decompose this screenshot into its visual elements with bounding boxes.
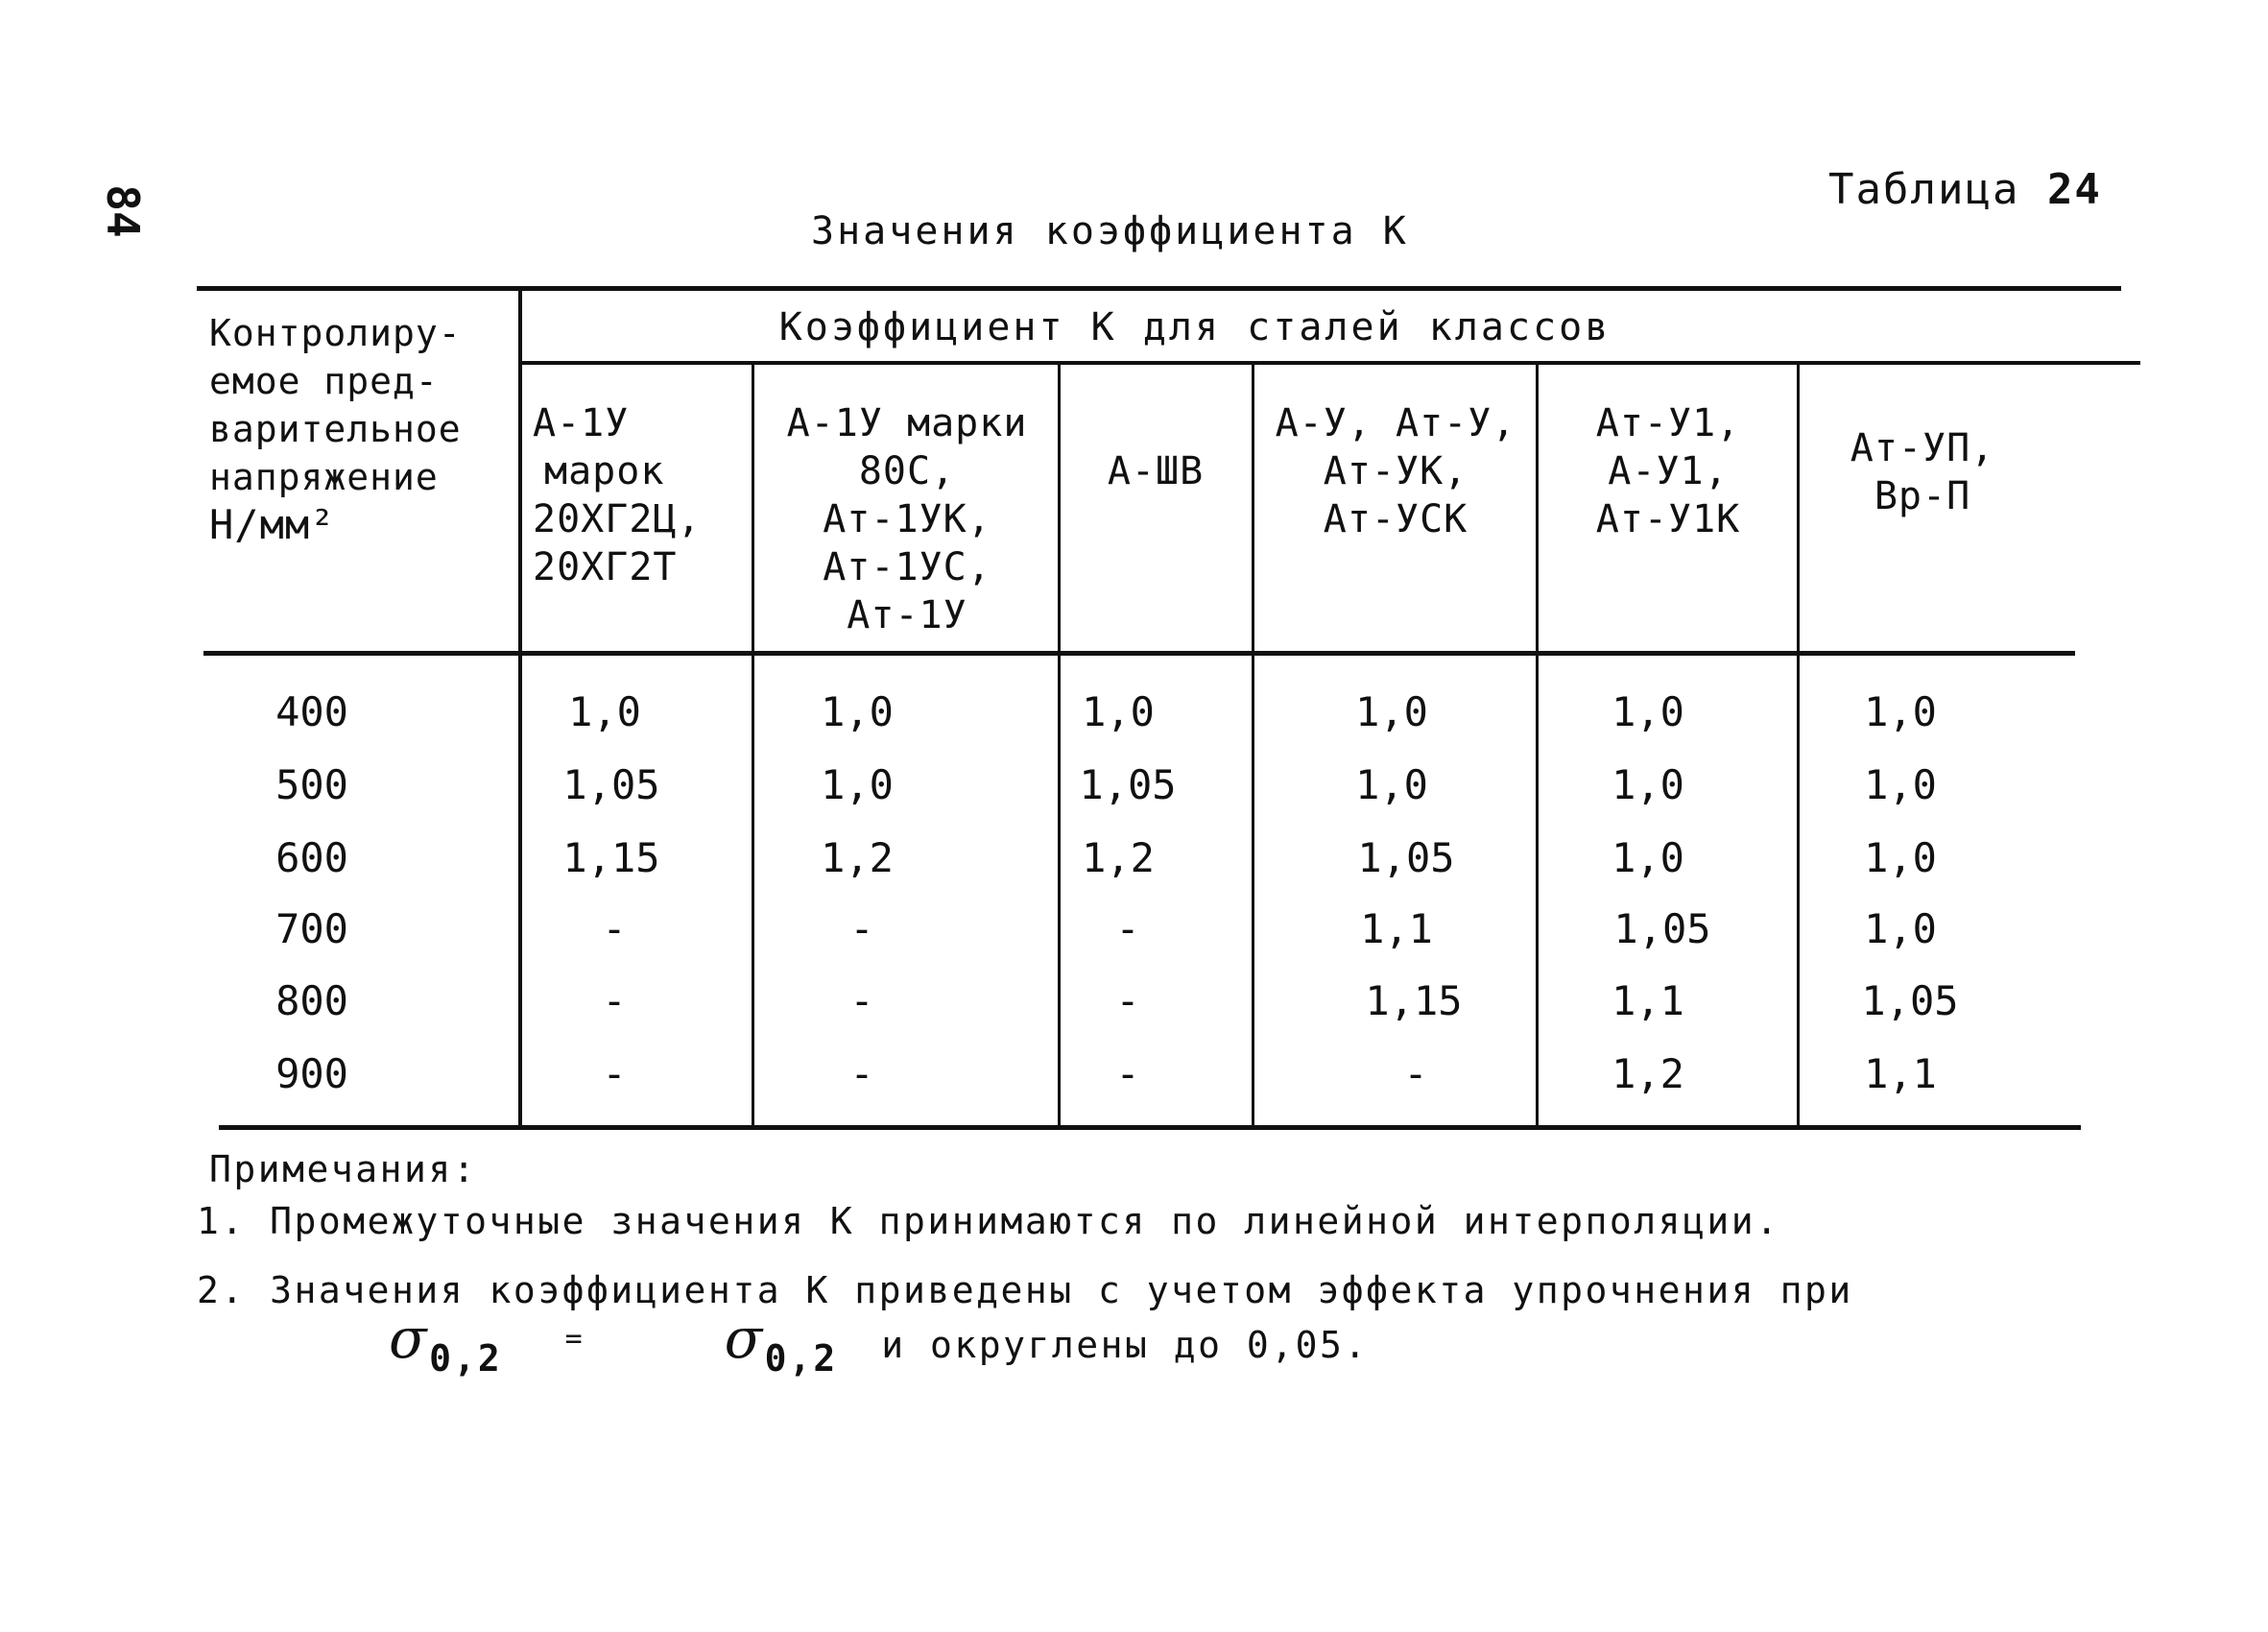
value-cell: 1,05 — [1613, 905, 1711, 952]
column-divider — [1252, 363, 1254, 1128]
note-1: 1. Промежуточные значения К принимаются по линейной интерполяции. — [197, 1200, 1780, 1242]
value-cell: 1,0 — [568, 688, 641, 735]
value-cell: 1,1 — [1611, 977, 1684, 1024]
value-cell: - — [602, 977, 627, 1024]
value-cell: - — [1115, 977, 1140, 1024]
column-header-2 — [758, 399, 1056, 639]
stress-cell: 800 — [275, 977, 348, 1024]
column-divider — [752, 363, 754, 1128]
value-cell: 1,0 — [1611, 688, 1684, 735]
value-cell: 1,05 — [562, 761, 660, 808]
stress-cell: 700 — [275, 905, 348, 952]
value-cell: - — [1403, 1050, 1428, 1097]
value-cell: - — [849, 1050, 874, 1097]
column-header-line: 20ХГ2Ц, — [533, 497, 702, 541]
sigma-subscript: 0,2 — [764, 1337, 838, 1380]
value-cell: 1,05 — [1357, 834, 1455, 881]
row-header — [209, 309, 462, 549]
sigma-symbol: σ — [389, 1306, 430, 1371]
table-label-number: 24 — [2046, 165, 2102, 214]
table-bottom-rule — [219, 1125, 2081, 1130]
row-header-line: емое пред- — [209, 360, 439, 402]
value-cell: 1,2 — [1082, 834, 1155, 881]
row-header-line: напряжение — [209, 456, 439, 498]
header-bottom-rule — [203, 651, 2075, 656]
value-cell: 1,0 — [1355, 688, 1428, 735]
column-header-line: А-1У марки — [786, 401, 1028, 445]
group-header: Коэффициент К для сталей классов — [778, 305, 1611, 349]
note-2-formula — [389, 1306, 1369, 1380]
column-divider — [1797, 363, 1800, 1128]
column-header-5 — [1540, 399, 1796, 543]
value-cell: 1,1 — [1360, 905, 1433, 952]
row-header-line: Н/мм² — [209, 501, 336, 548]
column-header-line: Ат-У1, — [1595, 401, 1741, 445]
value-cell: - — [1115, 905, 1140, 952]
column-header-line: Ат-1У — [847, 593, 967, 637]
stress-cell: 500 — [275, 761, 348, 808]
column-header-6 — [1802, 424, 2042, 520]
value-cell: - — [1115, 1050, 1140, 1097]
column-header-line: А-1У — [533, 401, 630, 445]
column-header-line: А-У1, — [1608, 449, 1729, 493]
column-header-line: А-У, Ат-У, — [1275, 401, 1516, 445]
column-header-line: Ат-УП, — [1850, 426, 1995, 470]
column-header-4 — [1255, 399, 1536, 543]
column-header-line: Ат-УСК — [1323, 497, 1468, 541]
column-header-3 — [1061, 447, 1251, 495]
sigma-subscript: 0,2 — [429, 1337, 503, 1380]
note-2-tail: и округлены до 0,05. — [881, 1324, 1369, 1366]
equals-sign: = — [564, 1322, 585, 1356]
column-header-line: Ат-1УК, — [823, 497, 991, 541]
value-cell: 1,0 — [1611, 834, 1684, 881]
value-cell: 1,0 — [1864, 834, 1937, 881]
value-cell: 1,0 — [1864, 688, 1937, 735]
value-cell: 1,0 — [1082, 688, 1155, 735]
value-cell: 1,0 — [821, 688, 894, 735]
stress-cell: 900 — [275, 1050, 348, 1097]
group-header-rule — [518, 361, 2140, 365]
table-top-rule — [197, 286, 2121, 291]
value-cell: 1,0 — [1864, 761, 1937, 808]
value-cell: - — [849, 905, 874, 952]
column-divider — [1536, 363, 1539, 1128]
value-cell: 1,15 — [1365, 977, 1463, 1024]
value-cell: 1,2 — [821, 834, 894, 881]
value-cell: - — [602, 905, 627, 952]
notes-heading: Примечания: — [209, 1148, 478, 1190]
value-cell: 1,1 — [1864, 1050, 1937, 1097]
column-header-line: Вр-П — [1874, 474, 1971, 518]
table-label — [1828, 165, 2102, 214]
document-title: Значения коэффициента К — [811, 209, 1409, 253]
column-header-1 — [533, 399, 702, 591]
note-2: 2. Значения коэффициента К приведены с учетом эффекта упрочнения при — [197, 1269, 1853, 1311]
column-header-line: Ат-УК, — [1323, 449, 1468, 493]
stress-cell: 400 — [275, 688, 348, 735]
column-header-line: марок — [544, 449, 665, 493]
value-cell: 1,05 — [1079, 761, 1177, 808]
value-cell: 1,0 — [1611, 761, 1684, 808]
column-header-line: А-ШВ — [1107, 449, 1205, 493]
column-header-line: Ат-У1К — [1595, 497, 1741, 541]
row-header-line: Контролиру- — [209, 312, 462, 354]
value-cell: 1,05 — [1861, 977, 1959, 1024]
value-cell: 1,2 — [1611, 1050, 1684, 1097]
sigma-symbol: σ — [724, 1306, 765, 1371]
column-header-line: Ат-1УС, — [823, 545, 991, 589]
column-header-line: 80С, — [858, 449, 956, 493]
value-cell: - — [849, 977, 874, 1024]
table-label-word: Таблица — [1828, 165, 2020, 214]
stress-cell: 600 — [275, 834, 348, 881]
value-cell: 1,0 — [821, 761, 894, 808]
value-cell: 1,15 — [562, 834, 660, 881]
column-header-line: 20ХГ2Т — [533, 545, 678, 589]
value-cell: - — [602, 1050, 627, 1097]
page-number: 84 — [97, 184, 149, 238]
column-divider — [518, 288, 522, 1128]
value-cell: 1,0 — [1864, 905, 1937, 952]
row-header-line: варительное — [209, 408, 462, 450]
value-cell: 1,0 — [1355, 761, 1428, 808]
